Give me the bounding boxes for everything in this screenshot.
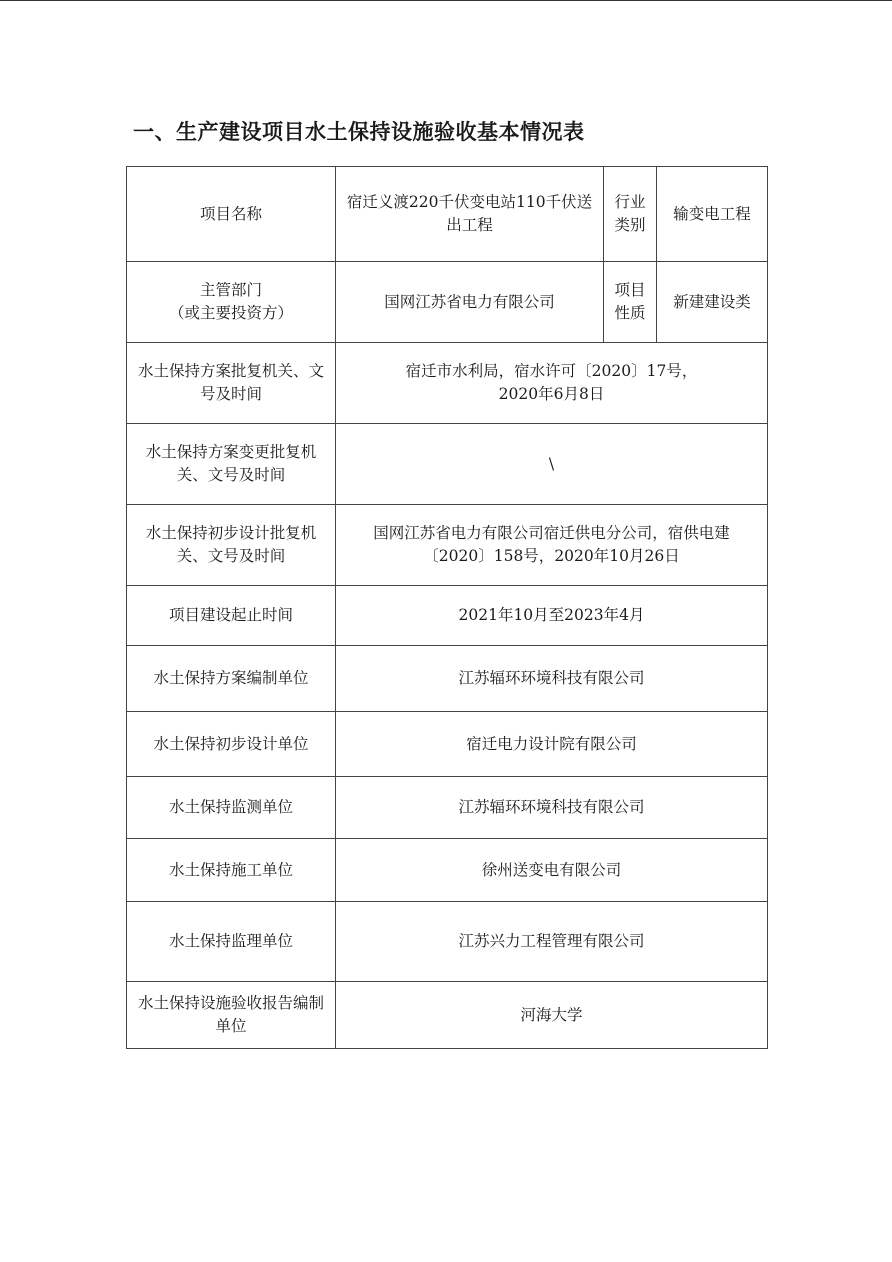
- row-label: 水土保持初步设计批复机关、文号及时间: [127, 505, 336, 586]
- table-row: [127, 777, 768, 839]
- row-label: 水土保持初步设计单位: [127, 712, 336, 777]
- table-row: [127, 982, 768, 1049]
- row-label: 水土保持方案变更批复机关、文号及时间: [127, 424, 336, 505]
- row-value: 国网江苏省电力有限公司宿迁供电分公司，宿供电建〔2020〕158号，2020年10月26日: [336, 505, 768, 586]
- row-label: 水土保持方案编制单位: [127, 646, 336, 712]
- row-value: 江苏辐环环境科技有限公司: [336, 777, 768, 839]
- row-value: 江苏兴力工程管理有限公司: [336, 902, 768, 982]
- table-row: [127, 424, 768, 505]
- label-project-nature: 项目 性质: [604, 262, 657, 343]
- value-project-name: 宿迁义渡220千伏变电站110千伏送出工程: [336, 167, 604, 262]
- row-value: \: [336, 424, 768, 505]
- table-row: [127, 712, 768, 777]
- row-label: 水土保持方案批复机关、文号及时间: [127, 343, 336, 424]
- document-title: 一、生产建设项目水土保持设施验收基本情况表: [133, 120, 585, 144]
- table-row: [127, 343, 768, 424]
- project-info-table: [126, 166, 768, 1049]
- value-industry-category: 输变电工程: [657, 167, 768, 262]
- row-label: 水土保持设施验收报告编制单位: [127, 982, 336, 1049]
- table-row: [127, 586, 768, 646]
- label-project-name: 项目名称: [127, 167, 336, 262]
- row-value: 宿迁市水利局，宿水许可〔2020〕17号， 2020年6月8日: [336, 343, 768, 424]
- top-border-line: [0, 0, 892, 1]
- table-row: [127, 646, 768, 712]
- row-label: 水土保持监理单位: [127, 902, 336, 982]
- table-row-department: [127, 262, 768, 343]
- value-department: 国网江苏省电力有限公司: [336, 262, 604, 343]
- row-value: 河海大学: [336, 982, 768, 1049]
- row-value: 2021年10月至2023年4月: [336, 586, 768, 646]
- row-label: 项目建设起止时间: [127, 586, 336, 646]
- table-row-project-name: [127, 167, 768, 262]
- table-row: [127, 839, 768, 902]
- table-row: [127, 505, 768, 586]
- label-department: 主管部门 （或主要投资方）: [127, 262, 336, 343]
- row-label: 水土保持施工单位: [127, 839, 336, 902]
- value-project-nature: 新建建设类: [657, 262, 768, 343]
- table-row: [127, 902, 768, 982]
- row-value: 江苏辐环环境科技有限公司: [336, 646, 768, 712]
- row-label: 水土保持监测单位: [127, 777, 336, 839]
- row-value: 宿迁电力设计院有限公司: [336, 712, 768, 777]
- label-industry-category: 行业 类别: [604, 167, 657, 262]
- row-value: 徐州送变电有限公司: [336, 839, 768, 902]
